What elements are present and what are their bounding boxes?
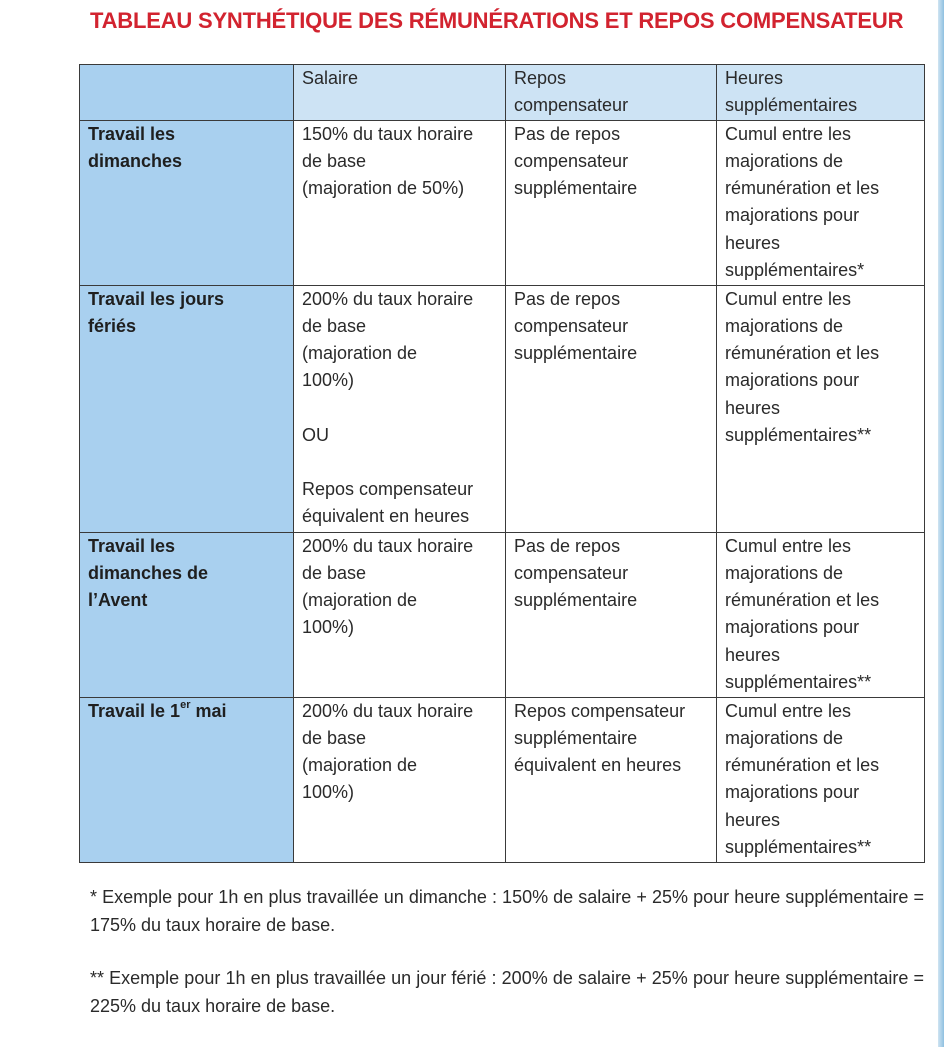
cell-line: rémunération et les: [725, 590, 880, 611]
cell-line: 150% du taux horaire: [302, 123, 474, 144]
cell-line: Cumul entre les: [725, 700, 852, 721]
footnote-dimanche: * Exemple pour 1h en plus travaillée un dimanche : 150% de salaire + 25% pour heure supplémentaire = 175% du taux horaire de base.: [90, 887, 924, 935]
row-label-premier-mai: [80, 697, 294, 862]
cell-line: de base: [302, 727, 367, 748]
cell-line: 100%): [302, 617, 355, 638]
cell-line: 200% du taux horaire: [302, 535, 474, 556]
row-label-line: dimanches: [88, 150, 183, 171]
cell-repos: [506, 532, 717, 697]
cell-line: rémunération et les: [725, 755, 880, 776]
page-title: TABLEAU SYNTHÉTIQUE DES RÉMUNÉRATIONS ET REPOS COMPENSATEUR: [90, 8, 904, 33]
cell-line: majorations de: [725, 150, 844, 171]
table-row: [80, 285, 925, 532]
cell-line: supplémentaires**: [725, 425, 872, 446]
cell-line: de base: [302, 150, 367, 171]
cell-salaire: [294, 697, 506, 862]
cell-salaire: [294, 532, 506, 697]
cell-line: majorations de: [725, 315, 844, 336]
cell-salaire: [294, 120, 506, 285]
cell-line: OU: [302, 424, 329, 445]
footnote-jour-ferie: ** Exemple pour 1h en plus travaillée un jour férié : 200% de salaire + 25% pour heure supplémentaire = 225% du taux horaire de base.: [90, 968, 924, 1016]
cell-line: Cumul entre les: [725, 288, 852, 309]
cell-line: compensateur: [514, 315, 629, 336]
cell-line: heures: [725, 809, 781, 830]
cell-line: de base: [302, 315, 367, 336]
cell-line: (majoration de: [302, 343, 418, 364]
row-label-line: l’Avent: [88, 590, 148, 611]
header-label: Heures: [725, 68, 784, 88]
page-edge-decoration: [938, 0, 944, 1047]
cell-line: majorations pour: [725, 205, 860, 226]
cell-repos: [506, 120, 717, 285]
cell-line: rémunération et les: [725, 178, 880, 199]
cell-line: supplémentaire: [514, 178, 638, 199]
header-label: supplémentaires: [725, 95, 858, 116]
cell-line: majorations de: [725, 562, 844, 583]
cell-line: Cumul entre les: [725, 123, 852, 144]
cell-repos: [506, 285, 717, 532]
header-corner-cell: [80, 65, 294, 121]
header-label: Repos: [514, 68, 567, 88]
cell-repos: [506, 697, 717, 862]
cell-heures: [717, 285, 925, 532]
cell-line: Cumul entre les: [725, 535, 852, 556]
cell-line: compensateur: [514, 562, 629, 583]
summary-table: [79, 64, 925, 863]
cell-line: supplémentaires*: [725, 260, 865, 281]
cell-line: Pas de repos: [514, 288, 621, 309]
cell-heures: [717, 120, 925, 285]
cell-line: supplémentaires**: [725, 672, 872, 693]
cell-line: heures: [725, 232, 781, 253]
cell-line: heures: [725, 644, 781, 665]
row-label-suffix: mai: [190, 700, 227, 721]
cell-line: (majoration de: [302, 755, 418, 776]
cell-line: supplémentaire: [514, 727, 638, 748]
cell-line: supplémentaire: [514, 590, 638, 611]
cell-heures: [717, 697, 925, 862]
cell-line: majorations pour: [725, 370, 860, 391]
cell-line: majorations pour: [725, 782, 860, 803]
row-label-prefix: Travail le 1: [88, 700, 181, 721]
row-label-line: Travail les jours: [88, 288, 225, 309]
cell-line: (majoration de: [302, 590, 418, 611]
row-label-line: fériés: [88, 315, 137, 336]
cell-line: compensateur: [514, 150, 629, 171]
cell-line: (majoration de 50%): [302, 178, 465, 199]
row-label-dimanches-avent: [80, 532, 294, 697]
cell-line: supplémentaire: [514, 343, 638, 364]
header-label: Salaire: [302, 68, 359, 88]
cell-line: Pas de repos: [514, 123, 621, 144]
cell-line: supplémentaires**: [725, 837, 872, 858]
cell-line: majorations de: [725, 727, 844, 748]
table-row: [80, 697, 925, 862]
cell-line: 200% du taux horaire: [302, 288, 474, 309]
row-label-dimanches: [80, 120, 294, 285]
cell-line: Repos compensateur: [514, 700, 686, 721]
cell-line: équivalent en heures: [514, 755, 682, 776]
cell-line: Repos compensateur: [302, 479, 474, 500]
footnotes: [90, 884, 924, 1046]
cell-line: majorations pour: [725, 617, 860, 638]
spacer: [302, 449, 499, 476]
cell-salaire: [294, 285, 506, 532]
cell-line: de base: [302, 562, 367, 583]
cell-heures: [717, 532, 925, 697]
header-repos-compensateur: [506, 65, 717, 121]
cell-line: 100%): [302, 370, 355, 391]
cell-line: 200% du taux horaire: [302, 700, 474, 721]
row-label-jours-feries: [80, 285, 294, 532]
cell-line: équivalent en heures: [302, 506, 470, 527]
header-label: compensateur: [514, 95, 629, 116]
row-label-line: Travail les: [88, 123, 176, 144]
header-heures-supplementaires: [717, 65, 925, 121]
cell-line: Pas de repos: [514, 535, 621, 556]
spacer: [302, 395, 499, 422]
table-header-row: [80, 65, 925, 121]
cell-line: heures: [725, 397, 781, 418]
table-row: [80, 532, 925, 697]
header-salaire: [294, 65, 506, 121]
row-label-superscript: er: [180, 698, 191, 711]
row-label-line: [88, 698, 287, 725]
row-label-line: dimanches de: [88, 562, 209, 583]
cell-line: 100%): [302, 782, 355, 803]
row-label-line: Travail les: [88, 535, 176, 556]
table-row: [80, 120, 925, 285]
cell-line: rémunération et les: [725, 343, 880, 364]
